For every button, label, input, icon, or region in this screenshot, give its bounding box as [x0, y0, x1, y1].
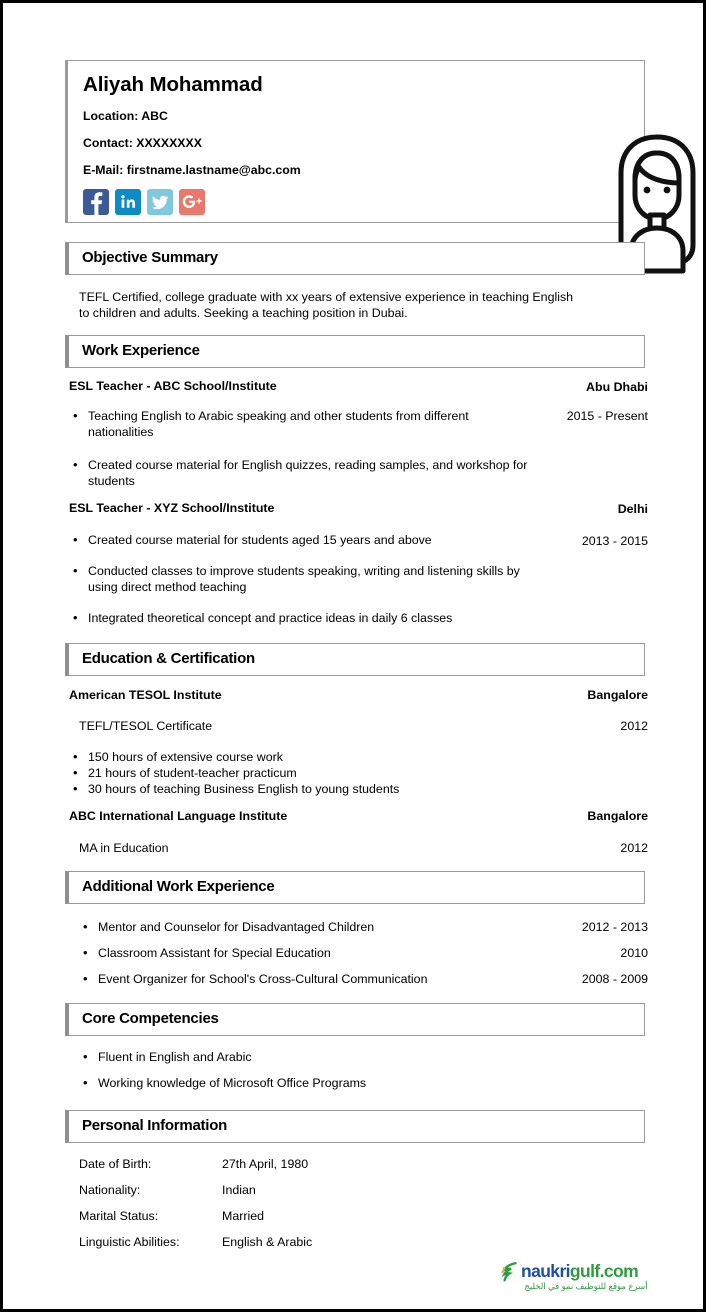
education-year-2: 2012 [620, 841, 648, 855]
bullet-icon: • [83, 919, 88, 934]
additional-item-dates: 2012 - 2013 [581, 920, 648, 934]
education-bullet [73, 781, 543, 797]
personal-label-dob: Date of Birth: [79, 1157, 152, 1171]
leaf-swoosh-icon [501, 1262, 519, 1282]
bullet-icon: • [73, 563, 78, 578]
section-title-objective: Objective Summary [82, 249, 218, 266]
competency-item [83, 1075, 513, 1091]
additional-item-dates: 2008 - 2009 [581, 972, 648, 986]
personal-value-marital: Married [222, 1209, 264, 1223]
candidate-contact: Contact: XXXXXXXX [83, 136, 202, 150]
bullet-text: Created course material for English quizzes, reading samples, and workshop for students [88, 458, 528, 488]
job-bullet [73, 610, 543, 626]
candidate-name: Aliyah Mohammad [83, 73, 263, 96]
section-header-personal [65, 1110, 645, 1143]
twitter-icon[interactable] [147, 189, 173, 215]
education-institute-2: ABC International Language Institute [69, 809, 288, 823]
job-location-2: Delhi [617, 502, 648, 516]
additional-item-text: Classroom Assistant for Special Education [98, 946, 331, 960]
personal-value-dob: 27th April, 1980 [222, 1157, 309, 1171]
social-links [83, 189, 205, 215]
resume-sheet [3, 3, 706, 1312]
job-bullet [73, 563, 543, 595]
logo-wordmark [521, 1261, 638, 1282]
section-title-additional: Additional Work Experience [82, 878, 275, 895]
competency-text: Fluent in English and Arabic [98, 1050, 252, 1064]
bullet-icon: • [73, 781, 78, 796]
education-degree-2: MA in Education [79, 841, 169, 855]
job-dates-1: 2015 - Present [566, 409, 648, 423]
bullet-icon: • [73, 408, 78, 423]
section-title-work: Work Experience [82, 342, 200, 359]
section-header-competencies [65, 1003, 645, 1036]
logo-word-naukri: naukri [521, 1261, 570, 1281]
section-header-additional [65, 871, 645, 904]
bullet-text: 150 hours of extensive course work [88, 750, 283, 764]
job-dates-2: 2013 - 2015 [581, 534, 648, 548]
bullet-text: 21 hours of student-teacher practicum [88, 766, 297, 780]
bullet-text: Teaching English to Arabic speaking and other students from different nationalities [88, 409, 469, 439]
additional-item-text: Event Organizer for School's Cross-Cultural Communication [98, 972, 428, 986]
bullet-text: Integrated theoretical concept and practice ideas in daily 6 classes [88, 611, 453, 625]
job-bullet [73, 532, 523, 548]
bullet-icon: • [83, 971, 88, 986]
education-location-1: Bangalore [587, 688, 648, 702]
facebook-icon[interactable] [83, 189, 109, 215]
contact-header-box [65, 60, 645, 223]
education-location-2: Bangalore [587, 809, 648, 823]
personal-label-linguistic: Linguistic Abilities: [79, 1235, 180, 1249]
section-header-objective [65, 242, 645, 275]
bullet-icon: • [83, 1049, 88, 1064]
bullet-icon: • [73, 610, 78, 625]
bullet-icon: • [73, 532, 78, 547]
job-role-2: ESL Teacher - XYZ School/Institute [69, 501, 275, 515]
job-bullet [73, 457, 543, 489]
section-title-competencies: Core Competencies [82, 1010, 219, 1027]
job-bullet [73, 408, 523, 440]
education-bullet [73, 749, 543, 765]
linkedin-icon[interactable] [115, 189, 141, 215]
section-title-education: Education & Certification [82, 650, 255, 667]
section-header-work [65, 335, 645, 368]
section-header-education [65, 643, 645, 676]
education-year-1: 2012 [620, 719, 648, 733]
objective-line-2: to children and adults. Seeking a teaching position in Dubai. [79, 306, 408, 320]
job-location-1: Abu Dhabi [586, 380, 648, 394]
bullet-icon: • [73, 457, 78, 472]
googleplus-icon[interactable] [179, 189, 205, 215]
bullet-icon: • [83, 1075, 88, 1090]
additional-item-text: Mentor and Counselor for Disadvantaged Children [98, 920, 375, 934]
education-bullet [73, 765, 543, 781]
logo-word-gulf: gulf.com [569, 1261, 639, 1281]
candidate-email: E-Mail: firstname.lastname@abc.com [83, 163, 301, 177]
job-role-1: ESL Teacher - ABC School/Institute [69, 379, 277, 393]
bullet-icon: • [83, 945, 88, 960]
personal-value-nationality: Indian [222, 1183, 256, 1197]
additional-item [83, 971, 483, 987]
additional-item [83, 945, 483, 961]
personal-label-marital: Marital Status: [79, 1209, 159, 1223]
bullet-icon: • [73, 765, 78, 780]
additional-item [83, 919, 483, 935]
education-institute-1: American TESOL Institute [69, 688, 222, 702]
bullet-text: Conducted classes to improve students speaking, writing and listening skills by using direct method teaching [88, 564, 520, 594]
additional-item-dates: 2010 [620, 946, 648, 960]
logo-tagline: أسرع موقع للتوظيف نمو في الخليج [524, 1281, 648, 1291]
competency-text: Working knowledge of Microsoft Office Programs [98, 1076, 367, 1090]
bullet-text: 30 hours of teaching Business English to young students [88, 782, 400, 796]
candidate-location: Location: ABC [83, 109, 168, 123]
objective-line-1: TEFL Certified, college graduate with xx years of extensive experience in teaching English [79, 290, 574, 304]
section-title-personal: Personal Information [82, 1117, 228, 1134]
personal-value-linguistic: English & Arabic [222, 1235, 313, 1249]
naukrigulf-logo[interactable] [501, 1261, 651, 1295]
competency-item [83, 1049, 513, 1065]
education-degree-1: TEFL/TESOL Certificate [79, 719, 213, 733]
bullet-icon: • [73, 749, 78, 764]
personal-label-nationality: Nationality: [79, 1183, 141, 1197]
bullet-text: Created course material for students aged 15 years and above [88, 533, 432, 547]
